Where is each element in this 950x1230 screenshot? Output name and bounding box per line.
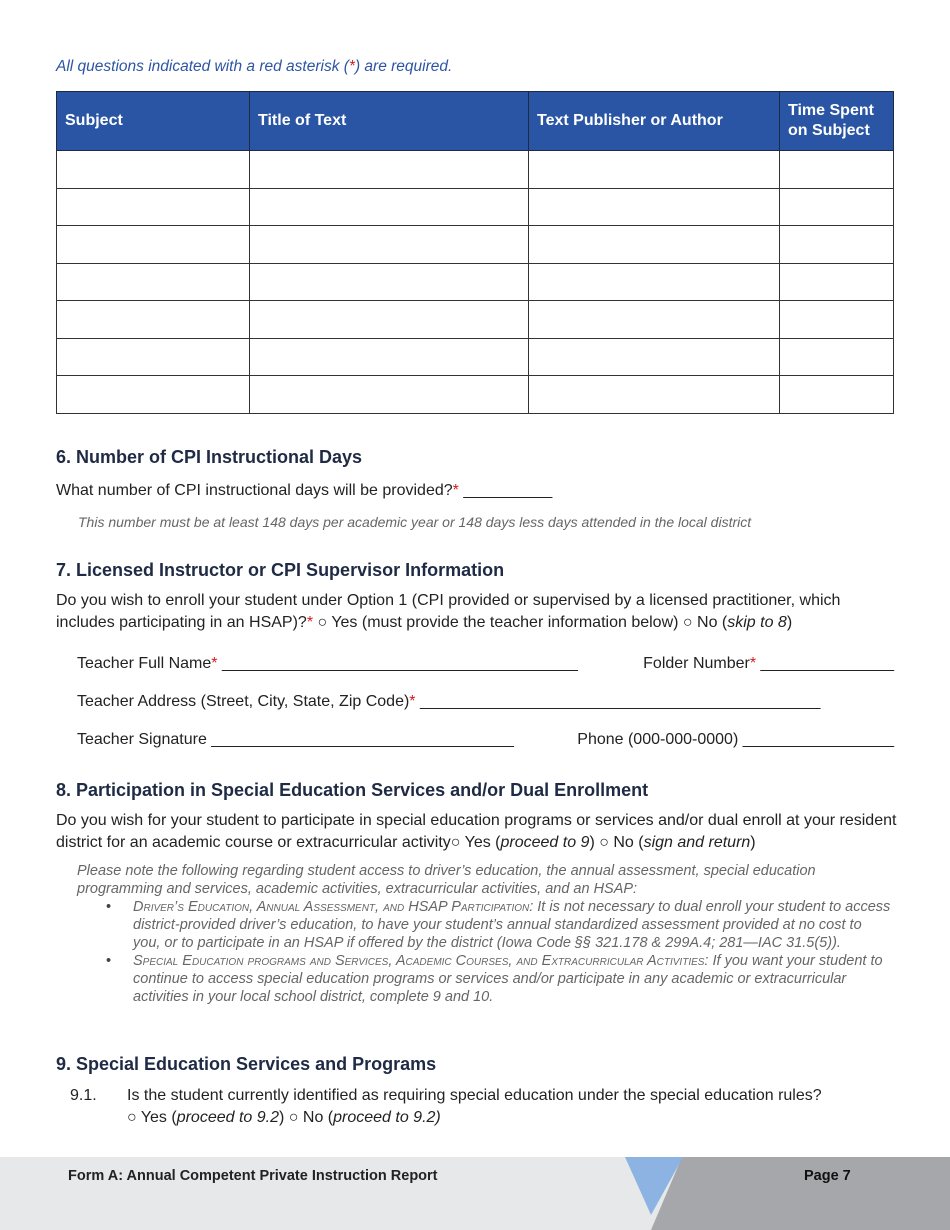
footer-page-number: Page 7	[804, 1168, 851, 1184]
section-6-heading: 6. Number of CPI Instructional Days	[56, 447, 363, 467]
table-cell[interactable]	[529, 338, 780, 376]
table-cell[interactable]	[529, 376, 780, 414]
table-cell[interactable]	[250, 338, 529, 376]
table-cell[interactable]	[529, 301, 780, 339]
table-cell[interactable]	[57, 188, 250, 226]
table-row	[57, 151, 894, 189]
table-header-row	[57, 92, 894, 151]
instructional-days-blank[interactable]: __________	[458, 482, 553, 499]
table-cell[interactable]	[780, 263, 894, 301]
table-cell[interactable]	[57, 301, 250, 339]
table-cell[interactable]	[780, 338, 894, 376]
table-cell[interactable]	[250, 263, 529, 301]
instruction-materials-table	[56, 91, 894, 414]
header-title-of-text: Title of Text	[250, 92, 529, 151]
special-ed-radio-group[interactable]: ○ Yes (proceed to 9) ○ No (sign and return)	[450, 834, 756, 851]
table-row	[57, 226, 894, 264]
teacher-address-field[interactable]: _____________________________________________	[415, 693, 821, 710]
table-row	[57, 188, 894, 226]
teacher-name-row: Teacher Full Name* ________________________________________ Folder Number* _______________	[77, 655, 894, 672]
teacher-signature-field[interactable]: __________________________________	[206, 731, 514, 748]
section-7-heading: 7. Licensed Instructor or CPI Supervisor Information	[56, 560, 505, 580]
table-cell[interactable]	[57, 263, 250, 301]
section-9-heading: 9. Special Education Services and Programs	[56, 1054, 437, 1074]
header-publisher-author: Text Publisher or Author	[529, 92, 780, 151]
table-cell[interactable]	[250, 301, 529, 339]
table-row	[57, 263, 894, 301]
table-cell[interactable]	[57, 226, 250, 264]
teacher-name-field[interactable]: ________________________________________	[217, 655, 578, 672]
table-cell[interactable]	[780, 301, 894, 339]
list-item: • Driver’s Education, Annual Assessment, and HSAP Participation: It is not necessary to dual enroll your student to access district-provided driver’s education, to have your student’s annual standardized assessment provided at no cost to you, or to participate in an HSAP if offered by the district (Iowa Code §§ 321.178 & 299A.4; 281—IAC 31.5(5)).	[106, 899, 891, 951]
table-cell[interactable]	[250, 376, 529, 414]
table-cell[interactable]	[250, 151, 529, 189]
access-note-intro: Please note the following regarding student access to driver’s education, the annual assessment, special education programming and services, academic activities, extracurricular activities, and an HSAP:	[77, 863, 816, 897]
list-item: • Special Education programs and Services, Academic Courses, and Extracurricular Activities: If you want your student to continue to access special education programs or services and/or participate in any academic or extracurricular activities in your local school district, complete 9 and 10.	[106, 953, 883, 1005]
table-cell[interactable]	[529, 151, 780, 189]
table-cell[interactable]	[250, 188, 529, 226]
question-9-1-radio-group[interactable]: ○ Yes (proceed to 9.2) ○ No (proceed to 9.2)	[127, 1109, 441, 1126]
table-cell[interactable]	[780, 376, 894, 414]
access-note	[77, 862, 893, 1006]
table-cell[interactable]	[250, 226, 529, 264]
table-row	[57, 338, 894, 376]
table-cell[interactable]	[780, 226, 894, 264]
instructional-days-question: What number of CPI instructional days will be provided?* __________	[56, 482, 553, 499]
table-cell[interactable]	[57, 376, 250, 414]
option1-question: Do you wish to enroll your student under Option 1 (CPI provided or supervised by a licensed practitioner, which includes participating in an HSAP)?* ○ Yes (must provide the teacher information below) ○ No (skip to 8)	[56, 592, 841, 631]
table-cell[interactable]	[57, 338, 250, 376]
teacher-signature-row: Teacher Signature __________________________________ Phone (000-000-0000) _________________	[77, 731, 894, 748]
table-cell[interactable]	[529, 188, 780, 226]
option1-radio-group[interactable]: ○ Yes (must provide the teacher information below) ○ No (	[313, 614, 728, 631]
table-cell[interactable]	[57, 151, 250, 189]
folder-number-field[interactable]: _______________	[756, 655, 894, 672]
table-cell[interactable]	[529, 263, 780, 301]
table-cell[interactable]	[780, 188, 894, 226]
table-cell[interactable]	[780, 151, 894, 189]
phone-field[interactable]: _________________	[738, 731, 894, 748]
header-subject: Subject	[57, 92, 250, 151]
instructional-days-note: This number must be at least 148 days per academic year or 148 days less days attended in the local district	[78, 514, 752, 530]
teacher-address-row: Teacher Address (Street, City, State, Zip Code)* _____________________________________________	[77, 693, 821, 710]
question-9-1: 9.1. Is the student currently identified as requiring special education under the special education rules? ○ Yes (proceed to 9.2) ○ No (proceed to 9.2)	[70, 1085, 822, 1129]
section-8-heading: 8. Participation in Special Education Services and/or Dual Enrollment	[56, 780, 649, 800]
special-ed-dual-question: Do you wish for your student to participate in special education programs or services and/or dual enroll at your resident district for an academic course or extracurricular activity○ Yes (proceed to 9) ○ No (sign and return)	[56, 812, 897, 851]
header-time-spent: Time Spent on Subject	[780, 92, 894, 151]
footer-form-title: Form A: Annual Competent Private Instruction Report	[68, 1168, 438, 1184]
table-cell[interactable]	[529, 226, 780, 264]
required-fields-note: All questions indicated with a red asterisk (*) are required.	[56, 58, 453, 75]
table-row	[57, 301, 894, 339]
footer-page-tab	[651, 1157, 950, 1230]
table-row	[57, 376, 894, 414]
